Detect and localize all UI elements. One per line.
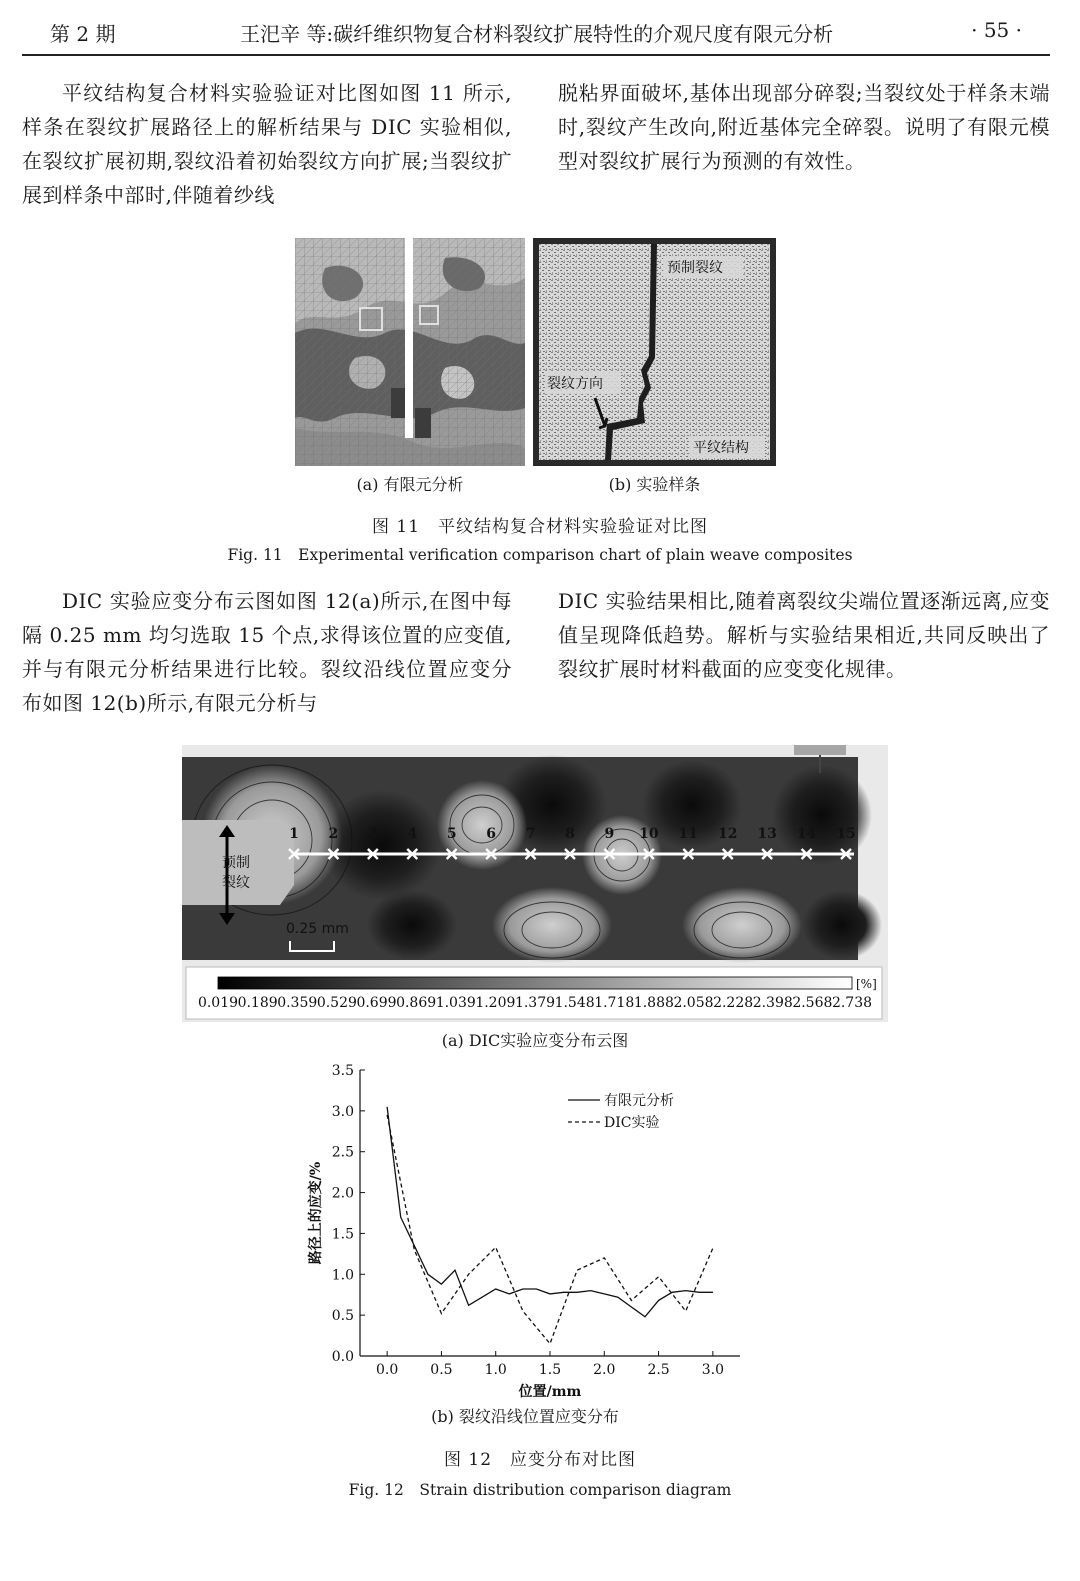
colorbar-tick-label: 2.398 bbox=[752, 995, 793, 1011]
colorbar-tick-label: 0.869 bbox=[396, 995, 437, 1011]
sampling-point-label: 7 bbox=[525, 826, 536, 842]
colorbar-tick-label: 1.888 bbox=[633, 995, 674, 1011]
legend bbox=[568, 1092, 674, 1131]
colorbar-tick-label: 2.738 bbox=[831, 995, 873, 1011]
paragraph-2-left: DIC 实验应变分布云图如图 12(a)所示,在图中每隔 0.25 mm 均匀选取 15 个点,求得该位置的应变值,并与有限元分析结果进行比较。裂纹沿线位置应变分布如图 12(b)所示,有限元分析与 bbox=[22, 589, 512, 715]
sampling-point-label: 12 bbox=[717, 826, 738, 842]
colorbar-tick-label: 1.039 bbox=[435, 995, 476, 1011]
x-tick-label: 1.5 bbox=[538, 1362, 562, 1378]
y-tick-label: 0.5 bbox=[331, 1308, 354, 1325]
colorbar-tick-label: 1.548 bbox=[554, 995, 595, 1011]
x-axis-label: 位置/mm bbox=[518, 1384, 582, 1400]
fig11-subcaption-a: (a) 有限元分析 bbox=[356, 475, 464, 494]
sampling-point-label: 4 bbox=[407, 826, 418, 842]
fig12-caption-en: Fig. 12 Strain distribution comparison diagram bbox=[348, 1481, 732, 1499]
sampling-point-label: 10 bbox=[639, 826, 659, 842]
fig12-caption-cn: 图 12 应变分布对比图 bbox=[443, 1450, 637, 1470]
colorbar-tick-label: 1.379 bbox=[514, 995, 556, 1011]
colorbar-tick-label: 0.189 bbox=[237, 995, 278, 1011]
y-tick-label: 0.0 bbox=[331, 1349, 354, 1365]
paragraph-1-left: 平纹结构复合材料实验验证对比图如图 11 所示,样条在裂纹扩展路径上的解析结果与 DIC 实验相似,在裂纹扩展初期,裂纹沿着初始裂纹方向扩展;当裂纹扩展到样条中部时,伴随着纱线 bbox=[22, 81, 512, 207]
colorbar-tick-label: 2.228 bbox=[713, 995, 754, 1011]
fig12-dic-contour-panel bbox=[182, 745, 888, 1022]
sampling-point-label: 15 bbox=[836, 826, 856, 842]
x-tick-label: 0.0 bbox=[376, 1362, 399, 1378]
y-tick-label: 1.5 bbox=[331, 1226, 354, 1243]
series-line-2 bbox=[387, 1115, 713, 1344]
sampling-point-label: 6 bbox=[486, 826, 497, 842]
x-tick-label: 2.5 bbox=[647, 1362, 670, 1378]
fig12-subcaption-b: (b) 裂纹沿线位置应变分布 bbox=[431, 1407, 619, 1426]
label-precrack-line1: 预制 bbox=[222, 855, 250, 871]
y-axis-label: 路径上的应变/% bbox=[308, 1161, 324, 1265]
legend-label: DIC实验 bbox=[604, 1115, 660, 1131]
fig11-caption-cn: 图 11 平纹结构复合材料实验验证对比图 bbox=[371, 517, 709, 537]
sampling-point-label: 1 bbox=[289, 826, 299, 842]
sampling-point-label: 13 bbox=[757, 826, 777, 842]
fig11-specimen-photo bbox=[533, 238, 776, 466]
article-running-title: 王汜辛 等:碳纤维织物复合材料裂纹扩展特性的介观尺度有限元分析 bbox=[240, 22, 834, 46]
running-head bbox=[40, 14, 1040, 48]
colorbar-tick-label: 2.058 bbox=[673, 995, 714, 1011]
label-crack-direction: 裂纹方向 bbox=[547, 376, 603, 392]
header-rule bbox=[22, 54, 1050, 56]
y-tick-label: 1.0 bbox=[331, 1267, 354, 1284]
paragraph-2-right: DIC 实验结果相比,随着离裂纹尖端位置逐渐远离,应变值呈现降低趋势。解析与实验结果相近,共同反映出了裂纹扩展时材料截面的应变变化规律。 bbox=[558, 589, 1050, 681]
fig11-subcaption-b: (b) 实验样条 bbox=[608, 475, 701, 494]
label-plain-weave: 平纹结构 bbox=[693, 440, 749, 456]
x-tick-label: 0.5 bbox=[430, 1362, 453, 1378]
colorbar-tick-label: 1.718 bbox=[594, 995, 635, 1011]
scale-bar-label: 0.25 mm bbox=[286, 921, 349, 937]
colorbar-tick-label: 2.568 bbox=[792, 995, 833, 1011]
colorbar-tick-label: 0.019 bbox=[197, 995, 239, 1011]
y-tick-label: 2.5 bbox=[331, 1144, 354, 1161]
y-tick-label: 2.0 bbox=[331, 1185, 354, 1202]
sampling-point-label: 14 bbox=[796, 826, 817, 842]
x-tick-label: 1.0 bbox=[484, 1362, 507, 1378]
fig11-fea-image bbox=[295, 238, 525, 466]
colorbar-unit: [%] bbox=[856, 977, 877, 991]
colorbar-ticks bbox=[198, 995, 872, 1011]
x-tick-label: 3.0 bbox=[701, 1362, 724, 1378]
sampling-point-label: 11 bbox=[678, 826, 699, 842]
fig11-caption-en: Fig. 11 Experimental verification comparison chart of plain weave composites bbox=[227, 546, 853, 564]
fig12-strain-line-chart bbox=[290, 1060, 760, 1400]
issue-number: 第 2 期 bbox=[50, 22, 116, 46]
sampling-point-label: 3 bbox=[367, 826, 378, 842]
colorbar-tick-label: 1.209 bbox=[475, 995, 516, 1011]
sampling-point-label: 9 bbox=[604, 826, 615, 842]
label-precrack-line2: 裂纹 bbox=[222, 875, 250, 891]
legend-label: 有限元分析 bbox=[604, 1093, 674, 1109]
series-line-1 bbox=[387, 1107, 713, 1317]
sampling-point-label: 8 bbox=[565, 826, 575, 842]
y-tick-label: 3.0 bbox=[331, 1103, 354, 1120]
x-tick-label: 2.0 bbox=[593, 1362, 616, 1378]
colorbar-tick-label: 0.359 bbox=[277, 995, 318, 1011]
label-precrack: 预制裂纹 bbox=[667, 260, 723, 276]
sampling-point-label: 5 bbox=[446, 826, 457, 842]
sampling-point-label: 2 bbox=[328, 826, 339, 842]
y-tick-label: 3.5 bbox=[331, 1063, 354, 1079]
page-number: · 55 · bbox=[971, 18, 1022, 42]
colorbar-tick-label: 0.529 bbox=[316, 995, 357, 1011]
colorbar-tick-label: 0.699 bbox=[356, 995, 397, 1011]
fig12-subcaption-a: (a) DIC实验应变分布云图 bbox=[441, 1031, 629, 1050]
paragraph-1-right: 脱粘界面破坏,基体出现部分碎裂;当裂纹处于样条末端时,裂纹产生改向,附近基体完全碎裂。说明了有限元模型对裂纹扩展行为预测的有效性。 bbox=[558, 81, 1050, 173]
